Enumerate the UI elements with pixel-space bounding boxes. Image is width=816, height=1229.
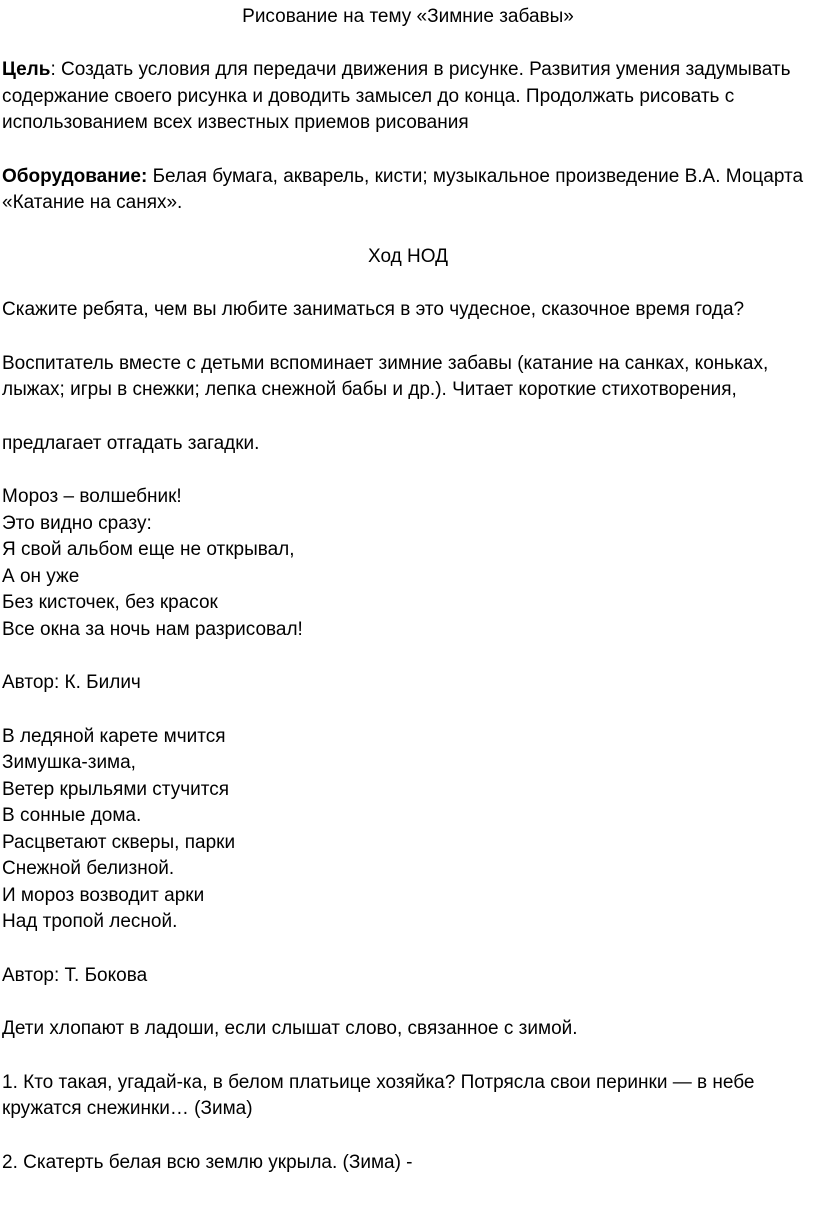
clap-instruction-paragraph: Дети хлопают в ладоши, если слышат слово, связанное с зимой. — [2, 1018, 578, 1039]
equipment-text: Белая бумага, акварель, кисти; музыкальное произведение В.А. Моцарта «Катание на санях». — [2, 165, 804, 213]
question-paragraph: Скажите ребята, чем вы любите заниматься в это чудесное, сказочное время года? — [2, 299, 745, 320]
poem-1 — [2, 484, 814, 643]
poem-line: Зимушка-зима, — [2, 752, 136, 773]
goal-label: Цель — [2, 59, 51, 80]
equipment-paragraph — [2, 164, 814, 217]
equipment-label: Оборудование: — [2, 165, 148, 187]
poem-line: Над тропой лесной. — [2, 911, 178, 932]
poem-line: А он уже — [2, 565, 80, 587]
goal-text: : Создать условия для передачи движения в рисунке. Развития умения задумывать содержание своего рисунка и доводить замысел до конца. Продолжать рисовать с использованием всех известных приемов рисования — [2, 59, 791, 133]
section-heading: Ход НОД — [368, 245, 448, 267]
poem-line: Это видно сразу: — [2, 512, 152, 534]
poem-line: Расцветают скверы, парки — [2, 831, 236, 853]
riddle-intro-paragraph: предлагает отгадать загадки. — [2, 432, 260, 454]
poem-line: Я свой альбом еще не открывал, — [2, 539, 295, 560]
poem-line: Без кисточек, без красок — [2, 592, 218, 613]
document-title: Рисование на тему «Зимние забавы» — [242, 6, 574, 27]
poem-line: И мороз возводит арки — [2, 884, 205, 906]
poem-2 — [2, 724, 814, 936]
document-page — [0, 4, 816, 1229]
poem-1-author: Автор: К. Билич — [2, 672, 141, 693]
teacher-action-paragraph: Воспитатель вместе с детьми вспоминает зимние забавы (катание на санках, коньках, лыжах; игры в снежки; лепка снежной бабы и др.). Читает короткие стихотворения, — [2, 352, 769, 400]
riddle-item: 2. Скатерть белая всю землю укрыла. (Зима) - — [2, 1151, 413, 1173]
poem-line: В ледяной карете мчится — [2, 725, 226, 747]
poem-line: Снежной белизной. — [2, 858, 175, 879]
riddle-item: 1. Кто такая, угадай-ка, в белом платьице хозяйка? Потрясла свои перинки — в небе кружатся снежинки… (Зима) — [2, 1071, 755, 1119]
poem-line: Мороз – волшебник! — [2, 486, 182, 507]
poem-line: Все окна за ночь нам разрисовал! — [2, 618, 303, 640]
poem-2-author: Автор: Т. Бокова — [2, 964, 148, 986]
poem-line: В сонные дома. — [2, 805, 142, 826]
goal-paragraph — [2, 57, 814, 137]
poem-line: Ветер крыльями стучится — [2, 778, 229, 800]
